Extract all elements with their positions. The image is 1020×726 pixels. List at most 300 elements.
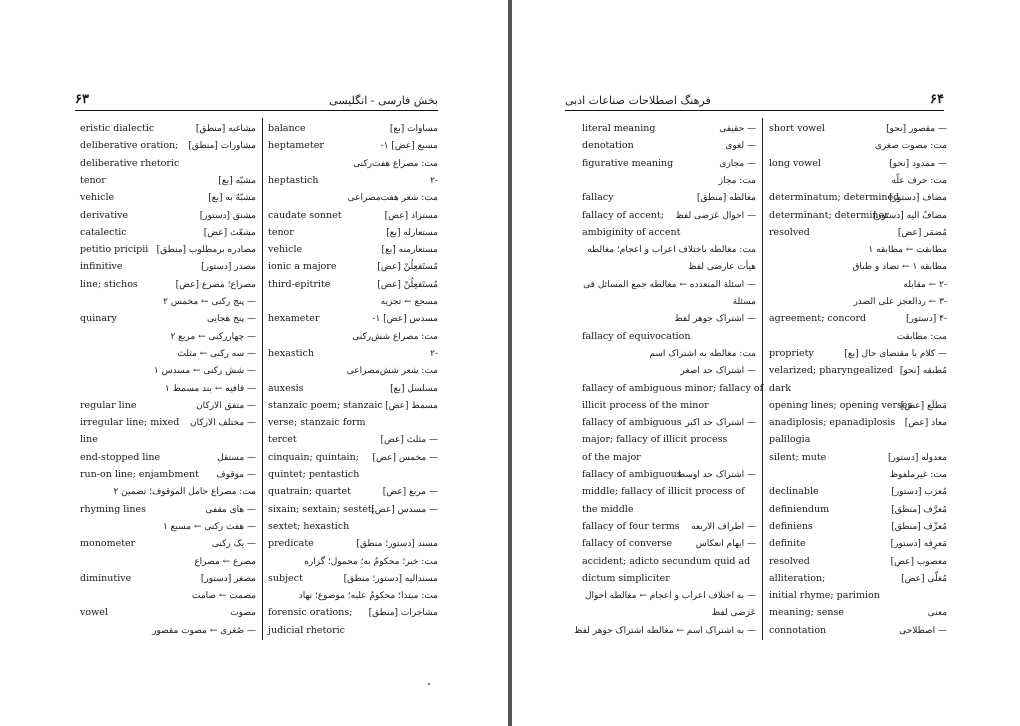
english-term: regular line: [80, 399, 137, 411]
persian-term: مشبّهٌ به [بع]: [208, 193, 256, 204]
dictionary-entry: [268, 156, 438, 172]
dictionary-entry: [80, 121, 256, 137]
dictionary-entry: [769, 502, 947, 518]
dictionary-entry: [582, 398, 756, 414]
dictionary-entry: [582, 329, 756, 345]
english-term: deliberative rhetoric: [80, 157, 180, 169]
dictionary-entry: [80, 346, 256, 362]
english-term: monometer: [80, 538, 136, 550]
english-term: definite: [769, 538, 806, 550]
english-term: deliberative oration;: [80, 140, 179, 152]
dictionary-entry: [582, 519, 756, 535]
english-term: heptameter: [268, 140, 324, 152]
english-term: definiens: [769, 520, 813, 532]
english-term: tenor: [80, 174, 106, 186]
dictionary-entry: [80, 623, 256, 639]
english-term: heptastich: [268, 174, 319, 186]
english-term: petitio pricipii: [80, 244, 149, 256]
dictionary-entry: [769, 415, 947, 431]
dictionary-entry: [80, 467, 256, 483]
persian-term: — های مقفی: [205, 504, 256, 515]
dictionary-entry: [268, 398, 438, 414]
dictionary-entry: [769, 605, 947, 621]
english-term: infinitive: [80, 261, 123, 273]
english-term: palilogia: [769, 434, 811, 446]
english-term: fallacy of accent;: [582, 209, 664, 221]
persian-term: — صُغری ← مصوت مقصور: [152, 625, 256, 636]
english-term: ionic a majore: [268, 261, 337, 273]
dictionary-entry: [769, 259, 947, 275]
dictionary-entry: [268, 415, 438, 431]
dictionary-entry: [582, 294, 756, 310]
persian-term: مساوات [بع]: [389, 124, 438, 134]
persian-term: — اشتراک جوهر لفظ: [674, 314, 756, 325]
persian-term: -۴ [دستور]: [905, 314, 947, 325]
dictionary-entry: [80, 311, 256, 327]
persian-term: معصوب [عض]: [890, 556, 947, 567]
english-term: quinary: [80, 313, 117, 325]
persian-term: مُعرَّف [منطق]: [891, 504, 947, 515]
dictionary-entry: [574, 623, 756, 639]
english-term: end-stopped line: [80, 451, 161, 463]
dictionary-entry: [769, 138, 947, 154]
dictionary-entry: [268, 519, 438, 535]
persian-term: مُعرِّف [منطق]: [891, 521, 947, 532]
persian-term: معاد [عض]: [904, 418, 947, 429]
persian-term: — حقیقی: [719, 124, 756, 134]
dictionary-entry: [769, 156, 947, 172]
persian-term: مسبع [عض] ۱-: [380, 141, 438, 152]
english-term: stanzaic poem; stanzaic: [268, 399, 383, 411]
english-term: fallacy of converse: [582, 538, 673, 550]
persian-term: — چهاررکنی ← مربع ۲: [170, 331, 256, 342]
persian-term: — مثلث [عض]: [380, 435, 438, 446]
persian-term: مُستَفعِلُنْ [عض]: [377, 262, 438, 273]
persian-term: — ایهام انعکاس: [695, 539, 756, 550]
right-page: [512, 0, 1020, 726]
persian-term: مت: مصراع شش‌رکنی: [352, 331, 438, 342]
dictionary-entry: [268, 346, 438, 362]
dictionary-entry: [80, 415, 256, 431]
english-term: judicial rhetoric: [268, 624, 345, 636]
dictionary-entry: [80, 190, 256, 206]
english-term: cinquain; quintain;: [268, 451, 359, 463]
persian-term: مُعرَب [دستور]: [891, 487, 947, 498]
dictionary-entry: [769, 381, 947, 397]
english-term: quintet; pentastich: [268, 469, 360, 480]
persian-term: مستزاد [عض]: [384, 210, 438, 221]
english-term: tercet: [268, 434, 297, 446]
dictionary-entry: [268, 467, 438, 483]
persian-term: مصمت ← صامت: [192, 591, 256, 602]
page-number: ۶۴: [930, 92, 944, 107]
dictionary-entry: [80, 173, 256, 189]
english-term: agreement; concord: [769, 313, 867, 325]
english-term: alliteration;: [769, 572, 826, 584]
persian-term: مت: غیرملفوظ: [889, 470, 947, 480]
persian-term: -۲: [430, 348, 438, 359]
english-term: ambiginity of accent: [582, 226, 681, 238]
column-divider: [762, 118, 763, 640]
persian-term: — پنج رکنی ← مخمس ۲: [163, 297, 256, 307]
dictionary-entry: [582, 242, 756, 258]
english-term: declinable: [769, 486, 819, 498]
dictionary-entry: [769, 329, 947, 345]
persian-term: مطابقه ۱ ← تضاد و طباق: [852, 262, 947, 273]
persian-term: مصرع ← مصراع: [194, 556, 256, 567]
dictionary-entry: [268, 294, 438, 310]
english-term: fallacy of equivocation: [582, 330, 691, 342]
dictionary-entry: [80, 381, 256, 397]
dictionary-entry: [268, 588, 438, 604]
persian-term: — احوال عَرَضی لفظ: [675, 210, 756, 221]
dictionary-entry: [769, 588, 947, 604]
dictionary-entry: [268, 554, 438, 570]
english-term: rhyming lines: [80, 503, 146, 515]
dictionary-entry: [80, 294, 256, 310]
dictionary-entry: [582, 208, 756, 224]
english-term: subject: [268, 572, 303, 584]
dictionary-entry: [582, 121, 756, 137]
dictionary-entry: [268, 311, 438, 327]
dictionary-entry: [268, 381, 438, 397]
persian-term: — موقوف: [216, 470, 256, 480]
dictionary-entry: [582, 259, 756, 275]
english-term: tenor: [268, 226, 294, 238]
persian-term: مُطبقه [نحو]: [899, 366, 947, 377]
english-term: determinant; determiner: [769, 209, 889, 221]
dictionary-entry: [582, 484, 756, 500]
persian-term: مشتق [دستور]: [199, 210, 256, 221]
persian-term: مسجع ← تجزیه: [380, 297, 438, 307]
english-term: fallacy: [582, 192, 614, 204]
dictionary-entry: [268, 605, 438, 621]
dictionary-entry: [769, 173, 947, 189]
dictionary-entry: [769, 208, 947, 224]
dictionary-entry: [80, 484, 256, 500]
dictionary-entry: [582, 225, 756, 241]
dictionary-entry: [769, 121, 947, 137]
dictionary-entry: [582, 554, 756, 570]
persian-term: هیأت عارضی لفظ: [688, 262, 756, 273]
dictionary-entry: [80, 363, 256, 379]
persian-term: مسدس [عض] ۱-: [372, 314, 438, 325]
dictionary-entry: [80, 156, 256, 172]
english-term: middle; fallacy of illicit process of: [582, 486, 745, 498]
persian-term: مت: حرف علّه: [891, 175, 947, 186]
persian-term: -۲: [430, 175, 438, 186]
persian-term: مت: مجاز: [718, 175, 756, 186]
english-term: the middle: [582, 503, 634, 515]
persian-term: مَعرِفه [دستور]: [890, 539, 947, 550]
english-term: fallacy of four terms: [582, 520, 680, 532]
english-term: vowel: [80, 607, 108, 619]
persian-term: مت: مغالطه به اشتراک اسم: [649, 348, 756, 359]
english-term: determinatum; determined: [769, 192, 900, 204]
persian-term: مت: مصراع هفت‌رکنی: [353, 158, 438, 169]
dictionary-entry: [582, 138, 756, 154]
persian-term: — پنج هجایی: [206, 314, 256, 325]
running-title: فرهنگ اصطلاحات صناعات ادبی: [565, 94, 711, 107]
english-term: hexastich: [268, 347, 314, 359]
dictionary-entry: [769, 484, 947, 500]
persian-term: مُستَفعِلُنْ [عض]: [377, 279, 438, 290]
persian-term: مسلسل [بع]: [390, 383, 438, 394]
persian-term: — مربع [عض]: [382, 487, 438, 498]
english-term: auxesis: [268, 382, 304, 394]
persian-term: مصوت: [230, 608, 256, 619]
persian-term: — مجازی: [719, 158, 756, 169]
dictionary-entry: [769, 346, 947, 362]
persian-term: — اشتراک حد اوسط: [676, 470, 756, 480]
left-page: [0, 0, 508, 726]
english-term: caudate sonnet: [268, 209, 342, 221]
persian-term: — یک رکنی: [211, 539, 256, 550]
dictionary-entry: [769, 450, 947, 466]
dictionary-entry: [268, 432, 438, 448]
english-term: predicate: [268, 538, 314, 550]
english-term: definiendum: [769, 503, 830, 515]
dictionary-entry: [80, 588, 256, 604]
dictionary-entry: [268, 121, 438, 137]
dictionary-entry: [80, 208, 256, 224]
dictionary-entry: [582, 173, 756, 189]
persian-term: مصادره برمطلوب [منطق]: [156, 245, 256, 256]
persian-term: مَطلَع [عض]: [900, 400, 947, 411]
dictionary-entry: [80, 242, 256, 258]
dictionary-entry: [769, 467, 947, 483]
persian-term: — مخمس [عض]: [372, 452, 438, 463]
dictionary-entry: [80, 138, 256, 154]
persian-term: — سه رکنی ← مثلث: [177, 348, 256, 359]
persian-term: معدوله [دستور]: [888, 452, 947, 463]
english-term: accident; adicto secundum quid ad: [582, 555, 751, 567]
dictionary-entry: [268, 259, 438, 275]
persian-term: — مسدس [عض]: [371, 504, 438, 515]
dictionary-entry: [769, 242, 947, 258]
persian-term: — مستقل: [217, 452, 256, 463]
page-number: ۶۳: [75, 92, 89, 107]
persian-term: مُضمَر [عض]: [897, 227, 947, 238]
dictionary-entry: [268, 571, 438, 587]
dictionary-entry: [582, 190, 756, 206]
dictionary-entry: [582, 381, 764, 397]
persian-term: مطابقت ← مطابقه ۱: [868, 245, 947, 256]
english-term: verse; stanzaic form: [268, 417, 366, 429]
persian-term: — اسئلة المتعدده ← مغالطه جمع المسائل فی: [583, 279, 756, 290]
persian-term: مشبّه [بع]: [218, 175, 256, 186]
english-term: resolved: [769, 226, 810, 238]
persian-term: -۲ ← مقابله: [903, 279, 947, 290]
persian-term: مصدر [دستور]: [201, 262, 256, 273]
dictionary-entry: [80, 554, 256, 570]
persian-term: مت: شعر شش‌مصراعی: [346, 366, 438, 377]
persian-term: مضاف [دستور]: [889, 193, 947, 204]
persian-term: عَرَضی لفظ: [711, 608, 756, 619]
english-term: forensic orations;: [268, 607, 353, 619]
dictionary-entry: [582, 156, 756, 172]
dictionary-entry: [582, 363, 756, 379]
english-term: eristic dialectic: [80, 123, 155, 134]
persian-term: — مقصور [نحو]: [886, 124, 947, 134]
english-term: anadiplosis; epanadiplosis: [769, 417, 896, 429]
dictionary-entry: [80, 605, 256, 621]
english-term: quatrain; quartet: [268, 486, 351, 498]
right-page-header: [565, 90, 944, 111]
dictionary-entry: [80, 259, 256, 275]
english-term: sixain; sextain; sestet;: [268, 503, 375, 515]
english-term: sextet; hexastich: [268, 520, 350, 532]
persian-term: مستعارله [بع]: [386, 227, 438, 238]
dictionary-entry: [582, 450, 756, 466]
dictionary-entry: [80, 502, 256, 518]
dictionary-entry: [268, 242, 438, 258]
english-term: figurative meaning: [582, 157, 674, 169]
english-term: vehicle: [80, 192, 115, 204]
dictionary-entry: [80, 571, 256, 587]
dictionary-entry: [80, 432, 256, 448]
persian-term: — به اختلاف اعراب و اعجام ← مغالطه احوال: [585, 591, 756, 602]
persian-term: مت: مطابقت: [896, 331, 947, 342]
dictionary-entry: [769, 536, 947, 552]
english-term: initial rhyme; parimion: [769, 590, 880, 602]
persian-term: — اشتراک حد اکبر: [685, 418, 756, 429]
left-page-header: [75, 90, 438, 111]
dictionary-entry: [769, 225, 947, 241]
dictionary-entry: [80, 450, 256, 466]
persian-term: مت: خبر؛ محکومٌ به؛ محمول؛ گزاره: [304, 556, 438, 567]
english-term: fallacy of ambiguous: [582, 469, 682, 480]
column-divider: [262, 118, 263, 640]
english-term: opening lines; opening verses: [769, 399, 913, 411]
persian-term: مشاورات [منطق]: [188, 141, 256, 152]
persian-term: مغالطه [منطق]: [696, 193, 756, 204]
persian-term: مضافٌ الیه [دستور]: [873, 210, 947, 221]
dictionary-entry: [582, 277, 756, 293]
dictionary-entry: [769, 623, 947, 639]
dictionary-entry: [268, 138, 438, 154]
dictionary-entry: [769, 519, 947, 535]
english-term: line: [80, 434, 98, 446]
dictionary-entry: [582, 571, 756, 587]
dictionary-entry: [769, 363, 947, 379]
dictionary-entry: [268, 450, 438, 466]
dictionary-entry: [268, 190, 438, 206]
persian-term: — ممدود [نحو]: [889, 158, 947, 169]
dictionary-entry: [582, 536, 756, 552]
persian-term: مشاغبه [منطق]: [195, 124, 256, 134]
dictionary-entry: [769, 277, 947, 293]
persian-term: — هفت رکنی ← مسبع ۱: [162, 521, 256, 532]
dictionary-entry: [80, 225, 256, 241]
english-term: meaning; sense: [769, 607, 844, 619]
persian-term: مصراع؛ مصرع [عض]: [175, 279, 256, 290]
english-term: hexameter: [268, 313, 320, 325]
dictionary-entry: [582, 346, 756, 362]
persian-term: مت: مصراع حامل الموقوف؛ تضمین ۲: [113, 487, 256, 498]
persian-term: مت: مبتدا؛ محکومٌ علیه؛ موضوع؛ نهاد: [298, 591, 438, 602]
dictionary-entry: [268, 536, 438, 552]
english-term: derivative: [80, 209, 129, 221]
dictionary-entry: [268, 208, 438, 224]
english-term: run-on line; enjambment: [80, 469, 199, 480]
dictionary-entry: [80, 277, 256, 293]
dictionary-entry: [268, 484, 438, 500]
persian-term: مُغلّی [عض]: [901, 573, 947, 584]
dictionary-entry: [582, 467, 756, 483]
english-term: catalectic: [80, 226, 127, 238]
english-term: long vowel: [769, 157, 821, 169]
persian-term: مسند [دستور؛ منطق]: [356, 539, 438, 550]
dictionary-entry: [268, 173, 438, 189]
persian-term: — به اشتراک اسم ← مغالطه اشتراک جوهر لفظ: [574, 625, 756, 636]
persian-term: مشاجرات [منطق]: [368, 608, 438, 619]
english-term: velarized; pharyngealized: [769, 365, 894, 377]
dictionary-entry: [80, 329, 256, 345]
persian-term: مشعّث [عض]: [203, 227, 256, 238]
dictionary-entry: [769, 571, 947, 587]
persian-term: مستعارمنه [بع]: [381, 245, 438, 256]
persian-term: مسندالیه [دستور؛ منطق]: [343, 573, 438, 584]
running-title: بخش فارسی - انگلیسی: [329, 94, 438, 107]
persian-term: — مختلف الارکان: [190, 418, 256, 429]
dictionary-entry: [80, 398, 256, 414]
english-term: propriety: [769, 347, 814, 359]
dictionary-entry: [582, 432, 756, 448]
english-term: fallacy of ambiguous minor; fallacy of: [582, 382, 764, 394]
english-term: dictum simpliciter: [582, 572, 670, 584]
english-term: connotation: [769, 624, 827, 636]
persian-term: مصغر [دستور]: [200, 573, 256, 584]
english-term: dark: [769, 382, 792, 394]
english-term: balance: [268, 123, 306, 134]
persian-term: — کلام با مقتضای حال [بع]: [844, 348, 947, 359]
persian-term: — لغوی: [725, 141, 756, 152]
english-term: silent; mute: [769, 451, 827, 463]
english-term: diminutive: [80, 572, 132, 584]
english-term: fallacy of ambiguous: [582, 417, 682, 429]
persian-term: مت: مغالطه باختلاف اعراب و اعجام؛ مغالطه: [587, 245, 756, 256]
dictionary-entry: [80, 519, 256, 535]
persian-term: — اصطلاحی: [899, 625, 947, 636]
persian-term: مسئلة: [732, 297, 756, 307]
dictionary-entry: [268, 623, 438, 639]
dictionary-entry: [769, 398, 947, 414]
dictionary-entry: [769, 294, 947, 310]
persian-term: — اطراف الاربعه: [691, 521, 756, 532]
english-term: illicit process of the minor: [582, 399, 709, 411]
persian-term: مت: مصوت صغری: [874, 141, 947, 152]
dictionary-entry: [582, 588, 756, 604]
dictionary-entry: [582, 502, 756, 518]
dictionary-entry: [268, 225, 438, 241]
english-term: denotation: [582, 140, 634, 152]
persian-term: معنی: [927, 608, 947, 619]
english-term: irregular line; mixed: [80, 417, 180, 429]
english-term: resolved: [769, 555, 810, 567]
english-term: literal meaning: [582, 123, 656, 134]
persian-term: مت: شعر هفت‌مصراعی: [347, 193, 438, 204]
english-term: vehicle: [268, 244, 303, 256]
dictionary-entry: [769, 554, 947, 570]
dictionary-entry: [582, 605, 756, 621]
speck: [428, 683, 430, 685]
persian-term: — قافیه ← بند مسمط ۱: [164, 383, 256, 394]
english-term: third-epitrite: [268, 278, 331, 290]
english-term: line; stichos: [80, 278, 138, 290]
persian-term: — شش رکنی ← مسدس ۱: [153, 366, 256, 377]
persian-term: — متفق الارکان: [196, 400, 256, 411]
